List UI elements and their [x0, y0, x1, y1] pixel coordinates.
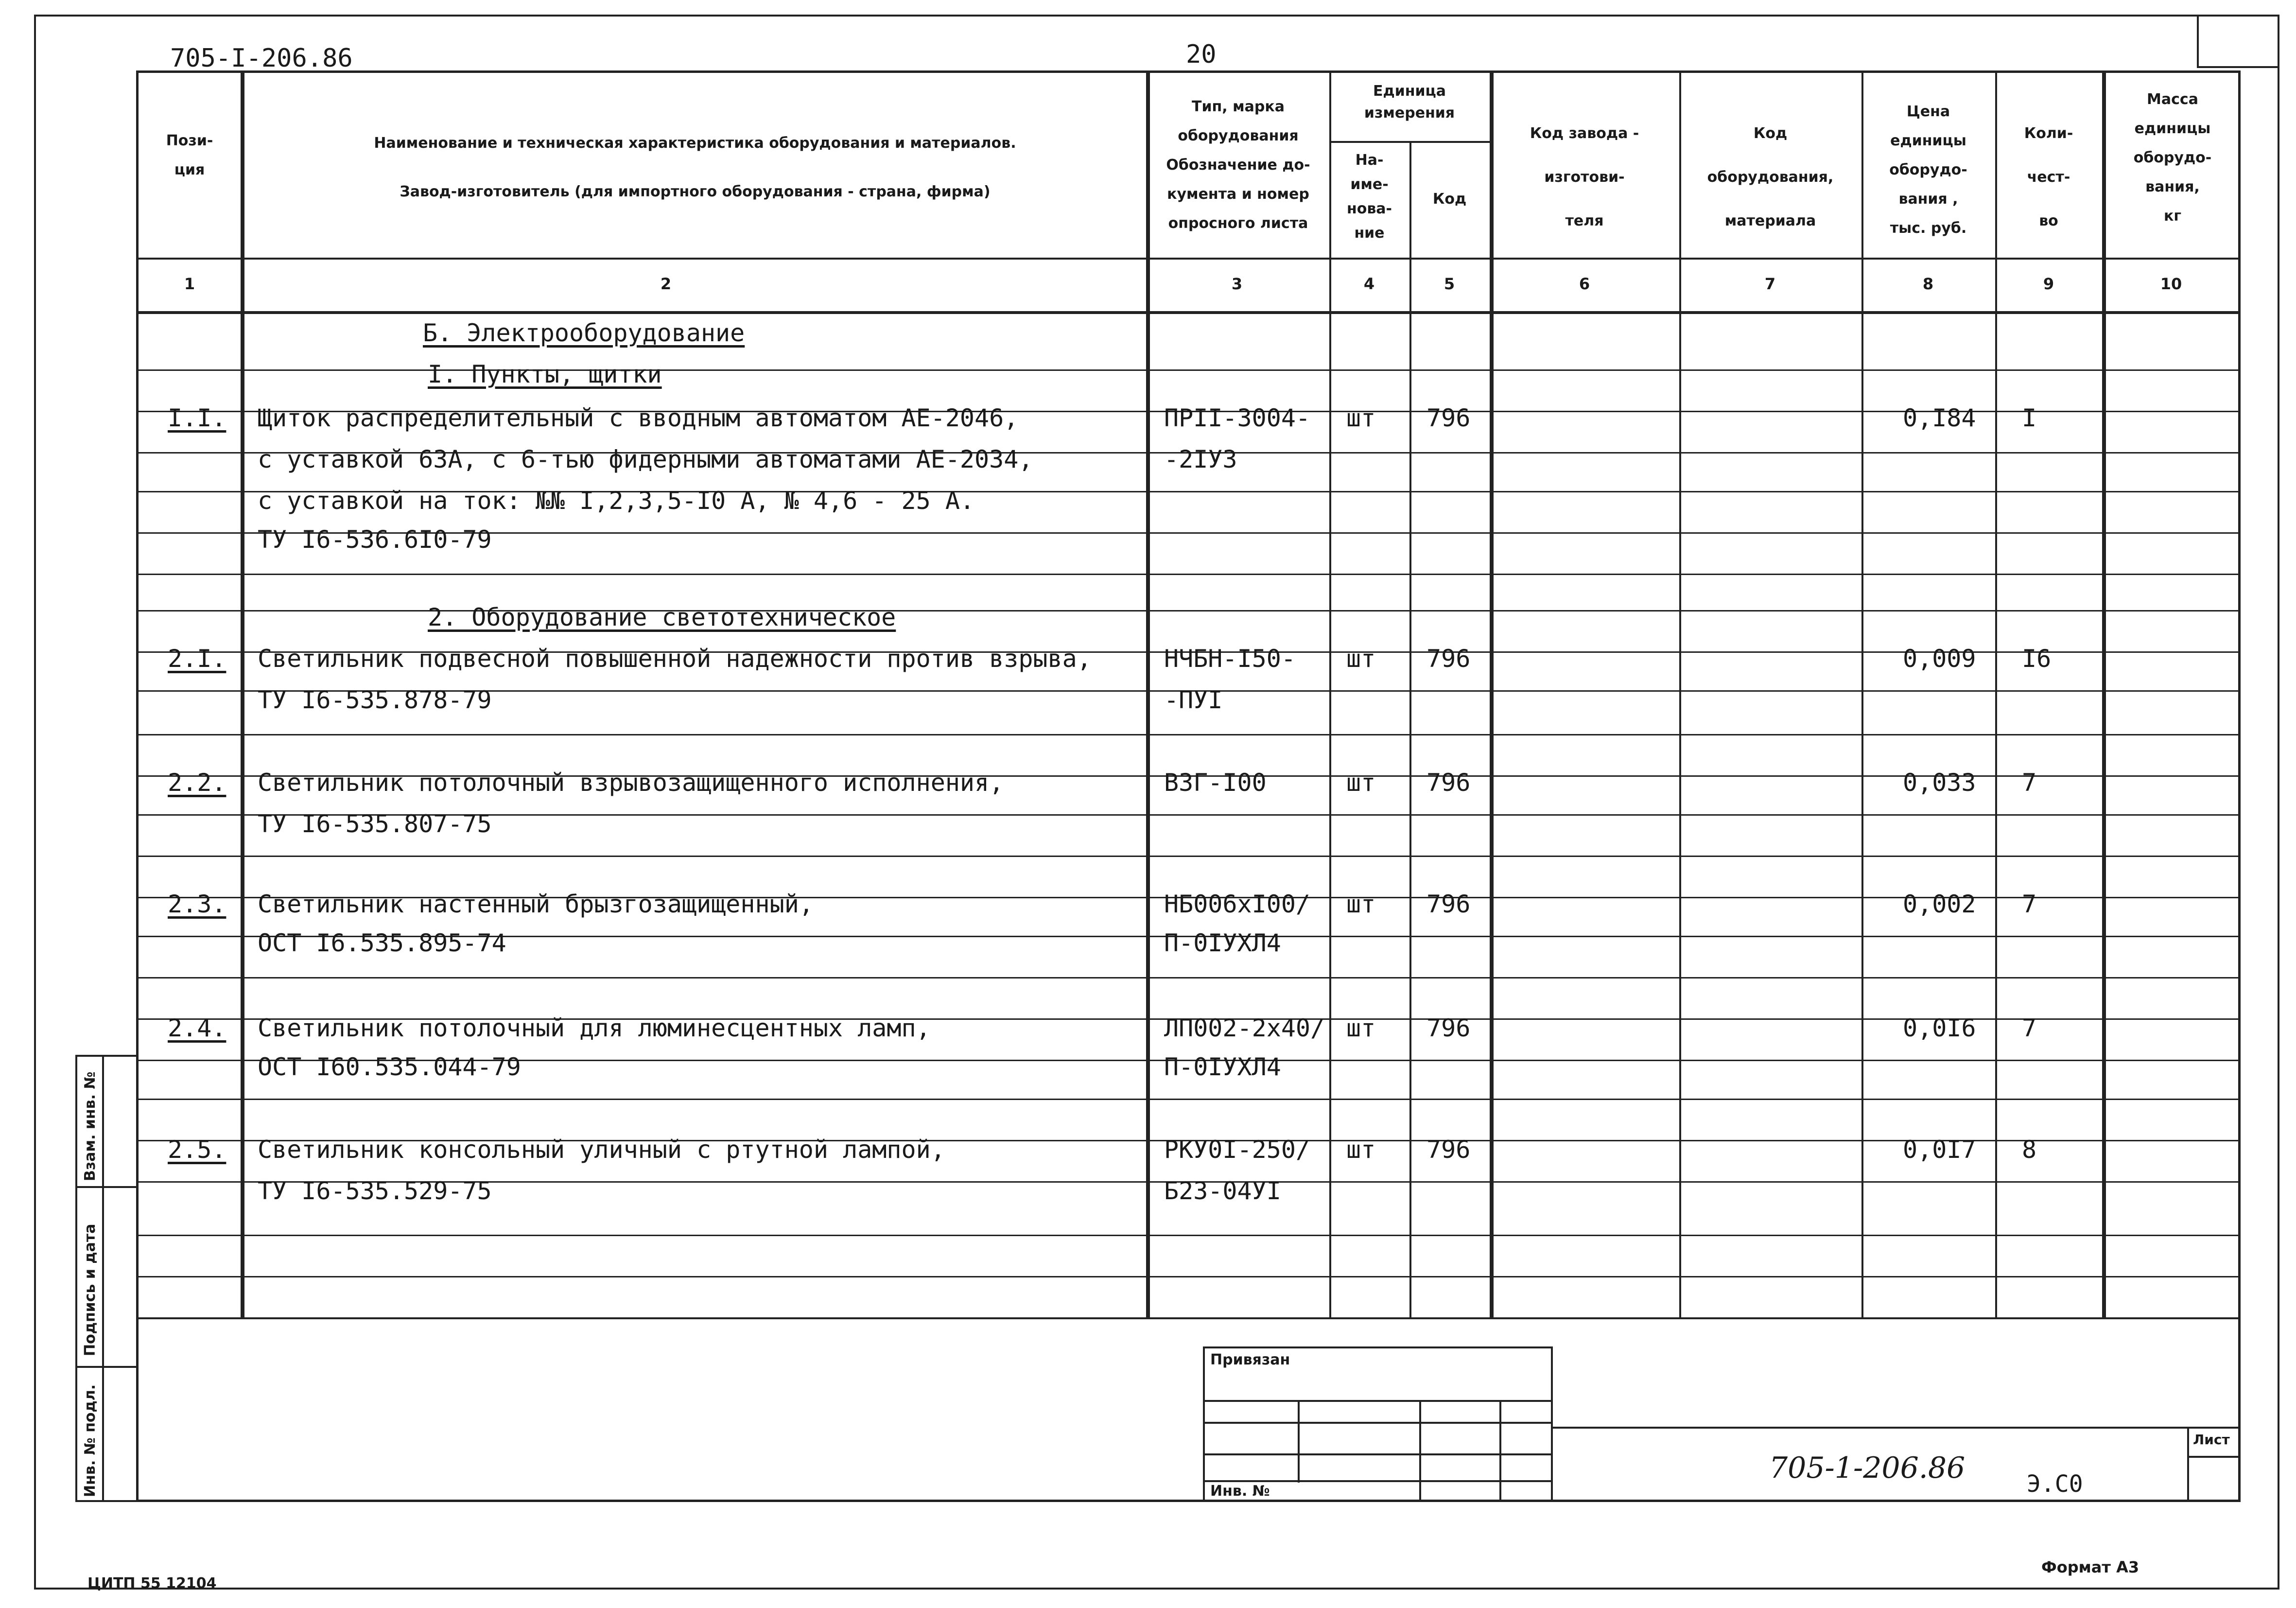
- row-pos: 2.I.: [168, 645, 226, 673]
- row-divider: [136, 977, 2241, 979]
- row-type: П-0IУХЛ4: [1164, 1053, 1281, 1081]
- row-type: ВЗГ-I00: [1164, 769, 1267, 797]
- stamp-vline-3: [1499, 1400, 1501, 1502]
- corner-box: [2197, 15, 2279, 68]
- stamp-sheet-line: [2187, 1456, 2241, 1458]
- header-bottom-line: [136, 258, 2241, 260]
- row-unit: шт: [1346, 1014, 1376, 1042]
- col-number: 5: [1444, 275, 1455, 293]
- stamp-inv: Инв. №: [1210, 1483, 1270, 1500]
- row-code: 796: [1426, 769, 1471, 797]
- row-type: Б23-04УI: [1164, 1177, 1281, 1205]
- row-price: 0,I84: [1903, 404, 1976, 432]
- row-name: ТУ I6-536.6I0-79: [258, 525, 492, 554]
- numbers-bottom-line: [136, 311, 2241, 314]
- row-unit: шт: [1346, 890, 1376, 918]
- row-divider: [136, 856, 2241, 857]
- row-name: Светильник потолочный для люминесцентных ламп,: [258, 1014, 931, 1042]
- col-number: 9: [2043, 275, 2054, 293]
- row-unit: шт: [1346, 769, 1376, 797]
- header-col10: Масса единицы оборудо- вания, кг: [2133, 91, 2212, 225]
- col-number: 8: [1922, 275, 1934, 293]
- side-strip-sep-2: [75, 1366, 139, 1368]
- header-unit-group: Единица измерения: [1364, 83, 1455, 122]
- row-name: с уставкой 63А, с 6-тью фидерными автоматами АЕ-2034,: [258, 445, 1033, 473]
- col-divider-6: [1679, 70, 1681, 1317]
- header-col7: Код оборудования, материала: [1707, 125, 1834, 229]
- row-unit: шт: [1346, 1136, 1376, 1164]
- stamp-sheet-mark: Э.С0: [2027, 1470, 2083, 1498]
- row-type: НБ006хI00/: [1164, 890, 1311, 918]
- row-name: ТУ I6-535.807-75: [258, 810, 492, 838]
- row-qty: I6: [2022, 645, 2052, 673]
- row-qty: 8: [2022, 1136, 2037, 1164]
- document-code: 705-I-206.86: [170, 44, 353, 73]
- row-name: ОСТ I6.535.895-74: [258, 929, 506, 957]
- header-col4: На- име- нова- ние: [1346, 152, 1392, 242]
- row-name: Светильник настенный брызгозащищенный,: [258, 890, 814, 918]
- row-pos: 2.4.: [168, 1014, 226, 1042]
- row-name: Светильник консольный уличный с ртутной лампой,: [258, 1136, 945, 1164]
- row-code: 796: [1426, 1014, 1471, 1042]
- row-qty: 7: [2022, 1014, 2037, 1042]
- col-number: 3: [1231, 275, 1243, 293]
- row-code: 796: [1426, 890, 1471, 918]
- row-name: ОСТ I60.535.044-79: [258, 1053, 521, 1081]
- row-price: 0,002: [1903, 890, 1976, 918]
- row-divider: [136, 1276, 2241, 1277]
- row-name: ТУ I6-535.529-75: [258, 1177, 492, 1205]
- row-pos: 2.3.: [168, 890, 226, 918]
- col-divider-5: [1490, 70, 1494, 1317]
- row-name: Щиток распределительный с вводным автоматом АЕ-2046,: [258, 404, 1019, 432]
- col-number: 1: [184, 275, 195, 293]
- row-unit: шт: [1346, 645, 1376, 673]
- col-divider-9: [2102, 70, 2106, 1317]
- row-price: 0,033: [1903, 769, 1976, 797]
- row-name: Светильник потолочный взрывозащищенного исполнения,: [258, 769, 1004, 797]
- footer-left: ЦИТП 55 12104: [87, 1575, 217, 1592]
- row-type: -ПУI: [1164, 686, 1223, 714]
- row-price: 0,009: [1903, 645, 1976, 673]
- header-col9: Коли- чест- во: [2024, 125, 2073, 229]
- header-col2: Наименование и техническая характеристика оборудования и материалов. Завод-изготовитель (для импортного оборудования - страна, фирма): [374, 135, 1016, 200]
- row-type: НЧБН-I50-: [1164, 645, 1296, 673]
- header-col3: Тип, марка оборудования Обозначение до- кумента и номер опросного листа: [1166, 98, 1310, 232]
- page-number: 20: [1186, 40, 1217, 69]
- row-qty: 7: [2022, 769, 2037, 797]
- header-col8: Цена единицы оборудо- вания , тыс. руб.: [1889, 103, 1967, 237]
- row-pos: 2.2.: [168, 769, 226, 797]
- stamp-main-top: [1553, 1427, 2241, 1429]
- stamp-doc-code: 705-1-206.86: [1769, 1451, 1966, 1485]
- stamp-sheet-label: Лист: [2193, 1432, 2230, 1448]
- row-qty: 7: [2022, 890, 2037, 918]
- header-col5: Код: [1432, 191, 1467, 208]
- row-code: 796: [1426, 645, 1471, 673]
- row-type: ПРII-3004-: [1164, 404, 1311, 432]
- side-strip-divider: [102, 1055, 104, 1502]
- col-number: 7: [1764, 275, 1776, 293]
- row-type: ЛП002-2х40/: [1164, 1014, 1325, 1042]
- row-code: 796: [1426, 1136, 1471, 1164]
- row-pos: I.I.: [168, 404, 226, 432]
- stamp-sheet-divider: [2187, 1427, 2189, 1502]
- side-label-podpis: Подпись и дата: [82, 1223, 99, 1356]
- row-pos: 2.5.: [168, 1136, 226, 1164]
- row-type: РКУ0I-250/: [1164, 1136, 1311, 1164]
- row-divider: [136, 1099, 2241, 1100]
- row-divider: [136, 734, 2241, 735]
- side-label-vzam: Взам. инв. №: [82, 1071, 99, 1181]
- row-divider: [136, 1235, 2241, 1236]
- header-col1: Пози- ция: [166, 132, 213, 178]
- row-type: -2IУЗ: [1164, 445, 1237, 473]
- stamp-vline-1: [1298, 1400, 1300, 1483]
- stamp-vline-2: [1419, 1400, 1421, 1502]
- col-divider-2: [1146, 70, 1150, 1317]
- row-name: 2. Оборудование светотехническое: [428, 603, 896, 631]
- row-qty: I: [2022, 404, 2037, 432]
- row-name: Светильник подвесной повышенной надежности против взрыва,: [258, 645, 1092, 673]
- row-name: с уставкой на ток: №№ I,2,3,5-I0 А, № 4,6 - 25 А.: [258, 487, 975, 515]
- side-strip-sep-1: [75, 1186, 139, 1188]
- col-number: 4: [1363, 275, 1375, 293]
- col-divider-1: [241, 70, 244, 1317]
- col-number: 10: [2160, 275, 2182, 293]
- row-unit: шт: [1346, 404, 1376, 432]
- row-name: Б. Электрооборудование: [423, 319, 745, 347]
- row-code: 796: [1426, 404, 1471, 432]
- row-type: П-0IУХЛ4: [1164, 929, 1281, 957]
- side-label-inv-podl: Инв. № подл.: [82, 1384, 99, 1497]
- header-col6: Код завода - изготови- теля: [1530, 125, 1639, 229]
- col-divider-7: [1861, 70, 1863, 1317]
- footer-right: Формат А3: [2041, 1558, 2139, 1576]
- col-divider-3: [1329, 70, 1331, 1317]
- row-divider: [136, 574, 2241, 575]
- col-number: 2: [660, 275, 672, 293]
- row-price: 0,0I6: [1903, 1014, 1976, 1042]
- row-price: 0,0I7: [1903, 1136, 1976, 1164]
- table-body-bottom: [136, 1317, 2241, 1319]
- col-divider-8: [1995, 70, 1997, 1317]
- row-name: I. Пункты, щитки: [428, 360, 662, 388]
- col-number: 6: [1579, 275, 1590, 293]
- row-name: ТУ I6-535.878-79: [258, 686, 492, 714]
- stamp-privyazan: Привязан: [1210, 1351, 1290, 1368]
